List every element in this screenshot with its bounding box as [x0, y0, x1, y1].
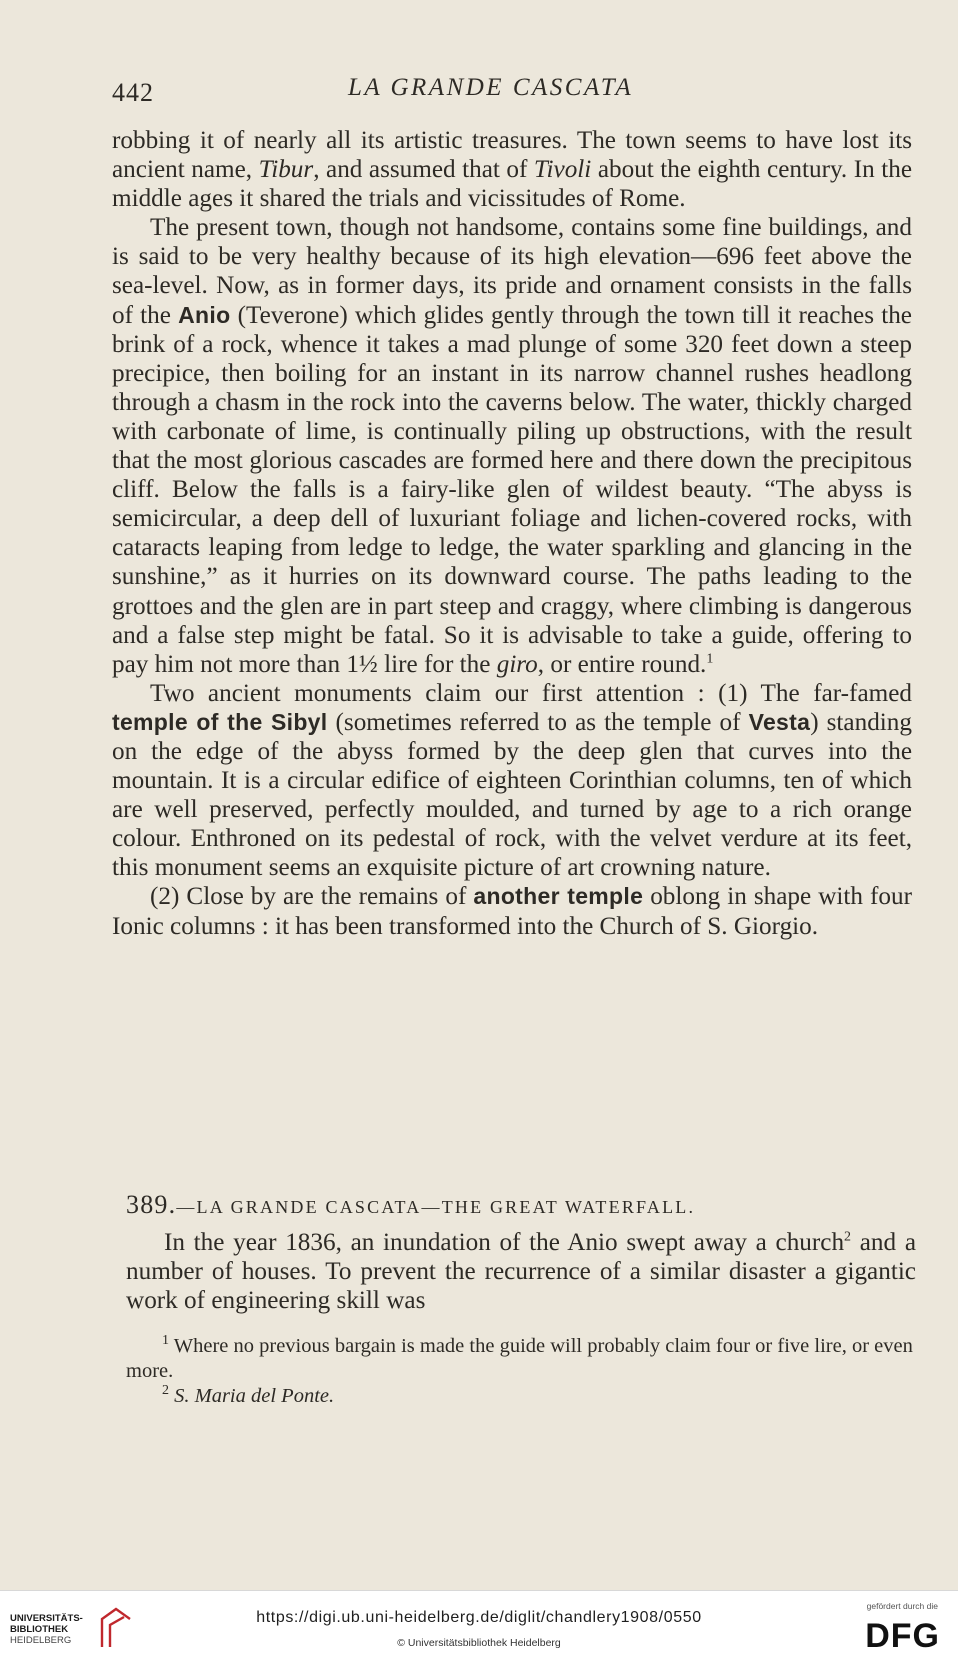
page-number: 442	[112, 78, 154, 107]
running-title: LA GRANDE CASCATA	[348, 74, 634, 101]
paragraph: robbing it of nearly all its artistic treasures. The town seems to have lost its ancient name, Tibur, and assumed that of Tivoli about the eighth century. In the middle ages it shared the trials and vicissitudes of Rome.	[112, 127, 913, 213]
paragraph: Two ancient monuments claim our first attention : (1) The far-famed temple of the Sibyl (sometimes referred to as the temple of Vesta) standing on the edge of the abyss formed by the deep glen that curves into the mountain. It is a circular edifice of eighteen Corinthian columns, ten of which are well preserved, perfectly moulded, and turned by age to a rich orange colour. Enthroned on its pedestal of rock, with the velvet verdure at its feet, this monument seems an exquisite picture of art crowning nature.	[112, 679, 912, 882]
footer-bar	[0, 1590, 958, 1661]
sponsor-label: gefördert durch die	[866, 1601, 938, 1611]
permalink-url[interactable]: https://digi.ub.uni-heidelberg.de/diglit/chandlery1908/0550	[256, 1609, 702, 1626]
footnote-ref: 2	[844, 1229, 852, 1245]
library-name: UNIVERSITÄTS- BIBLIOTHEK HEIDELBERG	[10, 1613, 83, 1646]
paragraph: In the year 1836, an inundation of the Anio swept away a church$^2$ and a number of houses. To prevent the recurrence of a similar disaster a gigantic work of engineering skill was	[126, 1229, 916, 1315]
footnotes	[126, 1334, 916, 1409]
paragraph: The present town, though not handsome, contains some fine buildings, and is said to be very healthy because of its high elevation—696 feet above the sea-level. Now, as in former days, its pride and ornament consists in the falls of the Anio (Teverone) which glides gently through the town till it reaches the brink of a rock, whence it takes a mad plunge of some 320 feet down a steep precipice, then boiling for an instant in its narrow channel rushes headlong through a chasm in the rock into the caverns below. The water, thickly charged with carbonate of lime, is continually piling up obstructions, with the result that the most glorious cascades are formed here and there down the precipitous cliff. Below the falls is a fairy-like glen of wildest beauty. “The abyss is semicircular, a deep dell of luxuriant foliage and lichen-covered rocks, with cataracts leaping from ledge to ledge, the water sparkling and glancing in the sunshine,” as it hurries on its downward course. The paths leading to the grottoes and the glen are in part steep and craggy, where climbing is dangerous and a false step might be fatal. So it is advisable to take a guide, offering to pay him not more than 1½ lire for the giro, or entire round.$^1$	[112, 214, 912, 678]
footnote-ref: 1	[706, 651, 714, 667]
dfg-logo[interactable]: DFG	[865, 1617, 940, 1655]
footnote: $^2$ S. Maria del Ponte.	[162, 1383, 335, 1407]
copyright: © Universitätsbibliothek Heidelberg	[397, 1637, 561, 1649]
running-head	[112, 70, 922, 110]
section-heading: 389.—LA GRANDE CASCATA—THE GREAT WATERFALL.	[126, 1190, 696, 1219]
footnote: $^1$ Where no previous bargain is made the guide will probably claim four or five lire, or even more.	[126, 1333, 913, 1382]
body-text	[112, 126, 912, 941]
paragraph: (2) Close by are the remains of another temple oblong in shape with four Ionic columns : it has been transformed into the Church of S. Giorgio.	[112, 883, 912, 940]
